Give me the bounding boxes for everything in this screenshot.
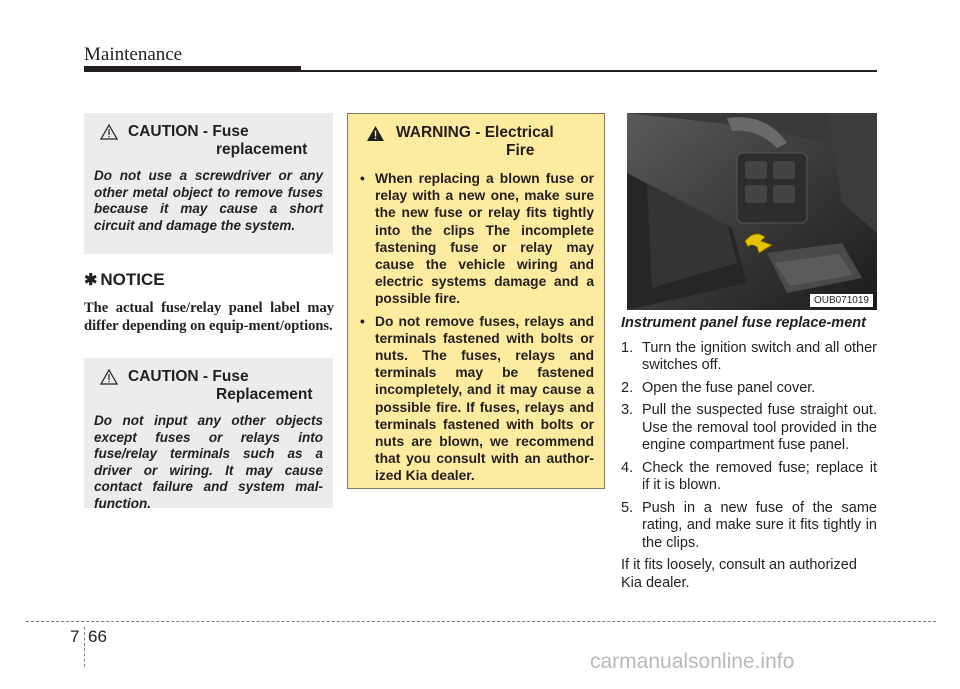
notice-section [84,270,334,335]
caution-triangle-icon [100,124,118,140]
warning-item [360,170,594,308]
warning-box-electrical-fire [347,113,605,489]
caution-box-fuse-input [84,358,333,511]
warning-item [360,313,594,485]
caution-body: Do not input any other objects except fuses or relays into fuse/relay terminals such as a driver or wiring. It may cause contact failure and system mal-function. [94,413,323,511]
caution-title-line2: Replacement [216,386,313,403]
step-number: 1. [621,339,634,356]
warning-triangle-icon [366,125,385,142]
step-number: 5. [621,499,634,516]
procedure-steps [619,340,877,553]
caution-heading [94,123,323,159]
bullet-icon: • [360,313,365,329]
step-text: Push in a new fuse of the same rating, and make sure it fits tightly in the clips. [642,499,877,551]
footer-page-number: 66 [88,627,107,646]
warning-heading [360,124,594,160]
notice-body: The actual fuse/relay panel label may differ depending on equip-ment/options. [84,300,334,334]
notice-title-text: NOTICE [100,270,165,289]
warning-item-text: When replacing a blown fuse or relay with a new one, make sure the new fuse or relay fits tightly into the clips The incomplete fastening fuse or relay may cause the vehicle wiring and electric systems damage and a possible fire. [375,171,594,307]
watermark-text: carmanualsonline.info [590,650,795,673]
caution-label: CAUTION [128,123,199,140]
bullet-icon: • [360,171,365,186]
warning-title-line2: Fire [506,142,535,159]
step-text: Check the removed fuse; replace it if it is blown. [642,459,877,493]
procedure-step [619,460,877,495]
caution-box-fuse-replacement [84,113,333,254]
caution-triangle-icon [100,369,118,385]
caution-title-line1: - Fuse [202,123,249,140]
footer-divider [84,627,85,667]
footer-chapter-number: 7 [70,627,80,646]
warning-list [360,170,594,485]
procedure-step [619,340,877,375]
footer-dashed-rule [26,621,936,622]
notice-star-icon: ✱ [84,272,98,289]
step-text: Open the fuse panel cover. [642,379,816,396]
procedure-section [619,315,877,592]
fuse-panel-photo [627,113,877,310]
caution-title-line2: replacement [216,141,308,158]
step-text: Turn the ignition switch and all other switches off. [642,339,877,373]
step-number: 3. [621,402,634,418]
procedure-title: Instrument panel fuse replace-ment [621,315,866,331]
warning-label: WARNING [396,124,471,141]
procedure-step [619,402,877,455]
photo-code-label: OUB071019 [810,294,873,307]
step-number: 2. [621,379,634,396]
step-number: 4. [621,459,634,476]
caution-title-line1: - Fuse [202,368,249,385]
header-rule-thin [301,70,877,72]
procedure-final-note: If it fits loosely, consult an authorized Kia dealer. [621,557,857,591]
header-title: Maintenance [84,44,183,65]
caution-body: Do not use a screwdriver or any other metal object to remove fuses because it may cause a short circuit and damage the system. [94,168,323,233]
warning-title-line1: - Electrical [475,124,554,141]
caution-heading [94,368,323,404]
header-rule-thick [84,66,301,72]
fuse-panel-illustration [627,113,877,310]
procedure-step [619,500,877,553]
caution-label: CAUTION [128,368,199,385]
notice-title [84,270,334,290]
warning-item-text: Do not remove fuses, relays and terminals fastened with bolts or nuts. The fuses, relays and terminals may be fastened incompletely, and it may cause a possible fire. If fuses, relays and terminals fastened with bolts or nuts are blown, we recommend that you consult with an author-ized Kia dealer. [375,313,594,484]
step-text: Pull the suspected fuse straight out. Use the removal tool provided in the engine compartment fuse panel. [642,402,877,453]
procedure-step [619,380,877,398]
